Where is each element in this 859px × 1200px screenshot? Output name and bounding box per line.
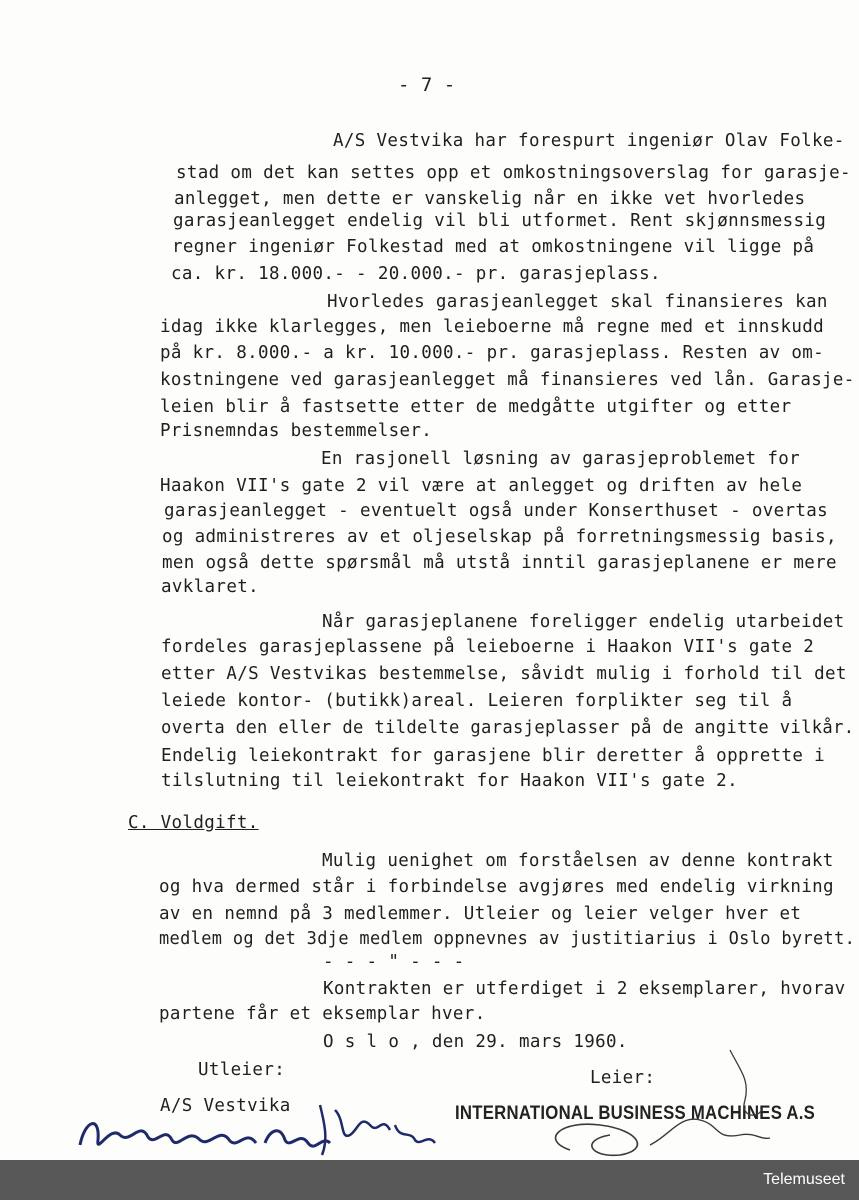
text-line: og administreres av et oljeselskap på forretningsmessig basis, xyxy=(162,527,837,547)
leier-label: Leier: xyxy=(590,1068,656,1088)
text-line: Kontrakten er utferdiget i 2 eksemplarer, hvorav xyxy=(323,979,846,999)
date-line: O s l o , den 29. mars 1960. xyxy=(323,1032,628,1052)
text-line: idag ikke klarlegges, men leieboerne må regne med et innskudd xyxy=(160,317,825,337)
text-line: ca. kr. 18.000.- - 20.000.- pr. garasjeplass. xyxy=(171,264,661,284)
text-line: medlem og det 3dje medlem oppnevnes av justitiarius i Oslo byrett. xyxy=(159,929,856,949)
text-line: anlegget, men dette er vanskelig når en ikke vet hvorledes xyxy=(174,189,806,209)
text-line: leien blir å fastsette etter de medgåtte utgifter og etter xyxy=(160,397,792,417)
text-line: garasjeanlegget - eventuelt også under Konserthuset - overtas xyxy=(164,501,829,521)
text-line: avklaret. xyxy=(161,577,259,597)
tenant-signature xyxy=(500,1040,820,1160)
text-line: stad om det kan settes opp et omkostningsoverslag for garasje- xyxy=(176,163,851,183)
text-line: En rasjonell løsning av garasjeproblemet for xyxy=(321,449,800,469)
landlord-name: A/S Vestvika xyxy=(160,1096,291,1116)
archive-footer-bar xyxy=(0,1160,859,1200)
text-line: kostningene ved garasjeanlegget må finansieres ved lån. Garasje- xyxy=(160,370,855,390)
text-line: A/S Vestvika har forespurt ingeniør Olav Folke- xyxy=(333,131,845,151)
text-line: regner ingeniør Folkestad med at omkostningene vil ligge på xyxy=(172,237,815,257)
text-line: av en nemnd på 3 medlemmer. Utleier og leier velger hver et xyxy=(159,904,802,924)
page-number: - 7 - xyxy=(398,74,456,96)
text-line: på kr. 8.000.- a kr. 10.000.- pr. garasjeplass. Resten av om- xyxy=(160,343,825,363)
text-line: garasjeanlegget endelig vil bli utformet. Rent skjønnsmessig xyxy=(173,211,827,231)
utleier-label: Utleier: xyxy=(198,1060,286,1080)
text-line: etter A/S Vestvikas bestemmelse, såvidt mulig i forhold til det xyxy=(161,664,847,684)
text-line: Haakon VII's gate 2 vil være at anlegget og driften av hele xyxy=(160,476,803,496)
text-line: partene får et eksemplar hver. xyxy=(159,1004,486,1024)
text-line: og hva dermed står i forbindelse avgjøres med endelig virkning xyxy=(159,877,834,897)
landlord-signature xyxy=(60,1085,450,1160)
text-line: Hvorledes garasjeanlegget skal finansieres kan xyxy=(327,292,828,312)
company-stamp: INTERNATIONAL BUSINESS MACHINES A.S xyxy=(455,1103,816,1124)
text-line: men også dette spørsmål må utstå inntil garasjeplanene er mere xyxy=(162,553,837,573)
text-line: Mulig uenighet om forståelsen av denne kontrakt xyxy=(322,851,834,871)
text-line: Prisnemndas bestemmelser. xyxy=(160,421,433,441)
separator-line: - - - " - - - xyxy=(323,952,465,972)
text-line: leiede kontor- (butikk)areal. Leieren forplikter seg til å xyxy=(161,691,793,711)
museum-label: Telemuseet xyxy=(763,1171,845,1188)
text-line: tilslutning til leiekontrakt for Haakon VII's gate 2. xyxy=(161,771,738,791)
text-line: overta den eller de tildelte garasjeplasser på de angitte vilkår. xyxy=(161,718,855,738)
text-line: Når garasjeplanene foreligger endelig utarbeidet xyxy=(322,612,845,632)
text-line: Endelig leiekontrakt for garasjene blir deretter å opprette i xyxy=(161,746,826,766)
text-line: fordeles garasjeplassene på leieboerne i Haakon VII's gate 2 xyxy=(161,637,815,657)
section-heading: C. Voldgift. xyxy=(128,813,259,833)
